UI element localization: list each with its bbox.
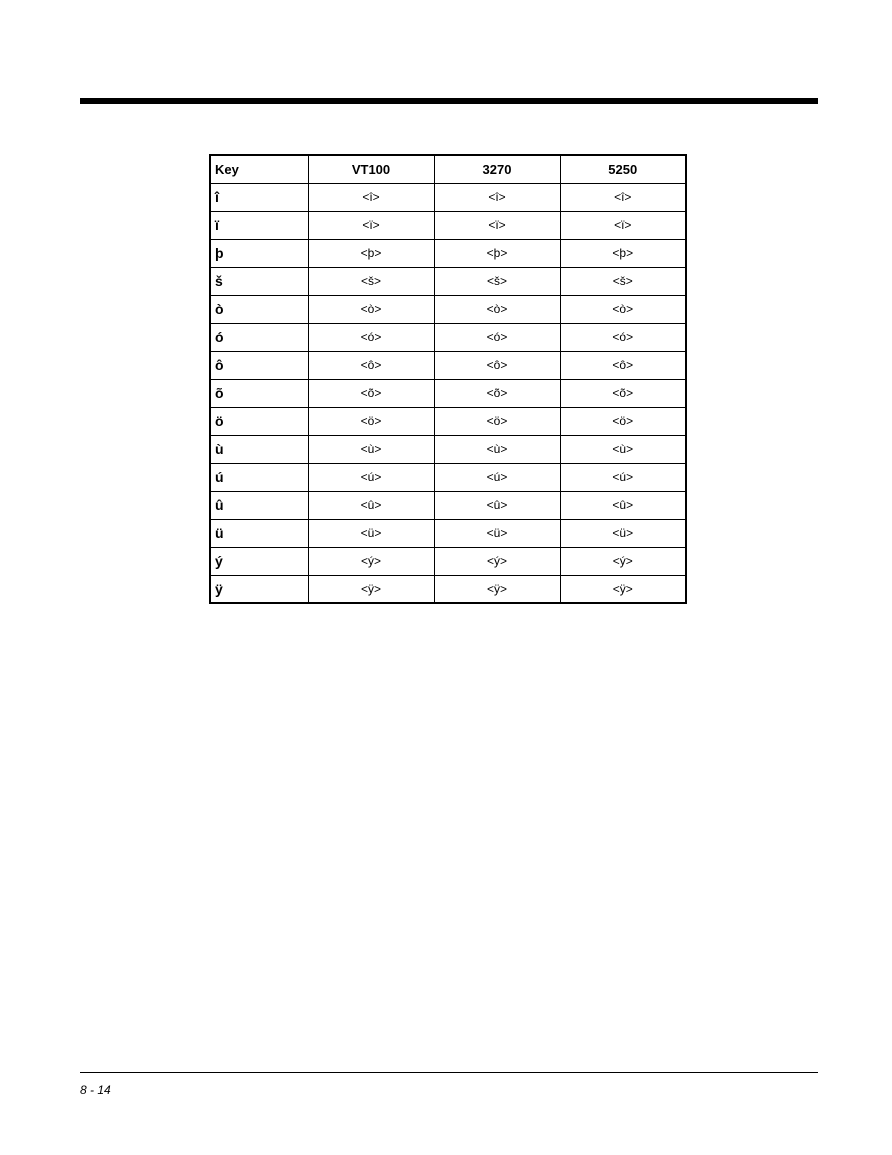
vt100-code-cell: <ó> [308, 323, 434, 351]
5250-code-cell: <ú> [560, 463, 686, 491]
key-cell: ý [210, 547, 308, 575]
3270-code-cell: <ù> [434, 435, 560, 463]
5250-code-cell: <ò> [560, 295, 686, 323]
5250-code-cell: <þ> [560, 239, 686, 267]
table-row [210, 239, 686, 267]
vt100-code-cell: <ü> [308, 519, 434, 547]
table-row [210, 211, 686, 239]
key-cell: ü [210, 519, 308, 547]
key-cell: ò [210, 295, 308, 323]
key-cell: ï [210, 211, 308, 239]
table-body [210, 183, 686, 603]
key-cell: þ [210, 239, 308, 267]
key-cell: š [210, 267, 308, 295]
3270-code-cell: <ý> [434, 547, 560, 575]
column-header-3270: 3270 [434, 155, 560, 183]
table-row [210, 575, 686, 603]
5250-code-cell: <ö> [560, 407, 686, 435]
3270-code-cell: <ô> [434, 351, 560, 379]
table-row [210, 491, 686, 519]
table-row [210, 323, 686, 351]
vt100-code-cell: <û> [308, 491, 434, 519]
table-row [210, 183, 686, 211]
vt100-code-cell: <ô> [308, 351, 434, 379]
key-cell: ó [210, 323, 308, 351]
table-row [210, 295, 686, 323]
vt100-code-cell: <š> [308, 267, 434, 295]
5250-code-cell: <ï> [560, 211, 686, 239]
key-cell: ú [210, 463, 308, 491]
3270-code-cell: <ú> [434, 463, 560, 491]
header-rule [80, 98, 818, 104]
5250-code-cell: <õ> [560, 379, 686, 407]
vt100-code-cell: <þ> [308, 239, 434, 267]
3270-code-cell: <ö> [434, 407, 560, 435]
3270-code-cell: <û> [434, 491, 560, 519]
5250-code-cell: <ý> [560, 547, 686, 575]
5250-code-cell: <û> [560, 491, 686, 519]
table-row [210, 435, 686, 463]
table-row [210, 351, 686, 379]
3270-code-cell: <š> [434, 267, 560, 295]
3270-code-cell: <ò> [434, 295, 560, 323]
5250-code-cell: <î> [560, 183, 686, 211]
3270-code-cell: <ó> [434, 323, 560, 351]
vt100-code-cell: <î> [308, 183, 434, 211]
key-cell: ô [210, 351, 308, 379]
page-number: 8 - 14 [80, 1083, 111, 1097]
key-cell: î [210, 183, 308, 211]
vt100-code-cell: <ï> [308, 211, 434, 239]
3270-code-cell: <õ> [434, 379, 560, 407]
footer-rule [80, 1072, 818, 1073]
5250-code-cell: <ó> [560, 323, 686, 351]
key-cell: õ [210, 379, 308, 407]
table-row [210, 463, 686, 491]
key-cell: ö [210, 407, 308, 435]
vt100-code-cell: <ý> [308, 547, 434, 575]
table-row [210, 547, 686, 575]
3270-code-cell: <þ> [434, 239, 560, 267]
3270-code-cell: <î> [434, 183, 560, 211]
table-row [210, 379, 686, 407]
table-row [210, 407, 686, 435]
vt100-code-cell: <ú> [308, 463, 434, 491]
3270-code-cell: <ÿ> [434, 575, 560, 603]
key-cell: û [210, 491, 308, 519]
key-mapping-table [209, 154, 687, 604]
3270-code-cell: <ï> [434, 211, 560, 239]
vt100-code-cell: <ò> [308, 295, 434, 323]
3270-code-cell: <ü> [434, 519, 560, 547]
vt100-code-cell: <ö> [308, 407, 434, 435]
5250-code-cell: <ÿ> [560, 575, 686, 603]
5250-code-cell: <ü> [560, 519, 686, 547]
column-header-key: Key [210, 155, 308, 183]
5250-code-cell: <š> [560, 267, 686, 295]
key-cell: ÿ [210, 575, 308, 603]
5250-code-cell: <ô> [560, 351, 686, 379]
vt100-code-cell: <ù> [308, 435, 434, 463]
table-row [210, 519, 686, 547]
5250-code-cell: <ù> [560, 435, 686, 463]
column-header-vt100: VT100 [308, 155, 434, 183]
column-header-5250: 5250 [560, 155, 686, 183]
vt100-code-cell: <ÿ> [308, 575, 434, 603]
vt100-code-cell: <õ> [308, 379, 434, 407]
table-row [210, 267, 686, 295]
key-cell: ù [210, 435, 308, 463]
table-header-row [210, 155, 686, 183]
